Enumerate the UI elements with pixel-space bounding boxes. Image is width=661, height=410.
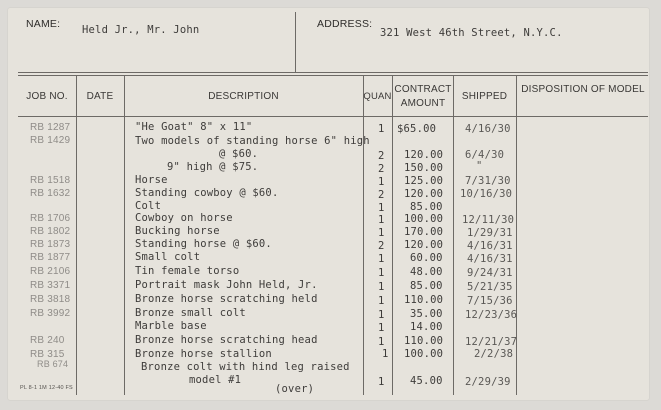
col-header-contract-amount: CONTRACT AMOUNT [394, 84, 452, 109]
shipped-cell: 7/15/36 [467, 295, 513, 307]
amount-cell: 45.00 [410, 375, 443, 387]
address-label: ADDRESS: [317, 18, 373, 30]
quantity-cell: 1 [378, 214, 385, 226]
name-value: Held Jr., Mr. John [82, 24, 200, 36]
amount-cell: 170.00 [404, 226, 444, 238]
quantity-cell: 1 [378, 322, 385, 334]
job-number: RB 240 [30, 335, 65, 346]
form-code: PL 8-1 1M 12-40 FS [20, 385, 73, 391]
job-number: RB 2106 [30, 266, 71, 277]
shipped-cell: 6/4/30 [465, 149, 505, 161]
shipped-cell: " [476, 160, 483, 172]
description-cell: Standing horse @ $60. [135, 238, 272, 250]
job-number: RB 3992 [30, 308, 71, 319]
shipped-cell: 7/31/30 [465, 175, 511, 187]
amount-cell: 125.00 [404, 175, 444, 187]
col-header-shipped: SHIPPED [461, 91, 508, 102]
description-cell: Two models of standing horse 6" high [135, 135, 370, 147]
amount-cell: 35.00 [410, 308, 443, 320]
col-divider-5 [453, 75, 454, 395]
job-number: RB 315 [30, 349, 65, 360]
description-cell: Colt [135, 200, 162, 212]
job-number: RB 1287 [30, 122, 71, 133]
address-value: 321 West 46th Street, N.Y.C. [380, 27, 563, 39]
job-number: RB 1429 [30, 135, 71, 146]
job-number: RB 1706 [30, 213, 71, 224]
job-number: RB 1632 [30, 188, 71, 199]
job-number: RB 1877 [30, 252, 71, 263]
quantity-cell: 1 [378, 267, 385, 279]
quantity-cell: 2 [378, 240, 385, 252]
col-divider-3 [363, 75, 364, 395]
amount-cell: 120.00 [404, 149, 444, 161]
job-number: RB 1873 [30, 239, 71, 250]
description-cell: Small colt [135, 251, 201, 263]
description-cell: Tin female torso [135, 265, 240, 277]
column-header-rule [18, 116, 648, 117]
job-number: RB 1802 [30, 226, 71, 237]
description-cell: "He Goat" 8" x 11" [135, 121, 253, 133]
quantity-cell: 1 [378, 253, 385, 265]
description-cell: 9" high @ $75. [167, 161, 259, 173]
description-cell: Horse [135, 174, 168, 186]
amount-cell: 48.00 [410, 266, 443, 278]
shipped-cell: 5/21/35 [467, 281, 513, 293]
quantity-cell: 2 [378, 150, 385, 162]
quantity-cell: 1 [378, 309, 385, 321]
col-header-date: DATE [86, 91, 114, 102]
name-label: NAME: [26, 18, 61, 30]
amount-cell: 100.00 [404, 213, 444, 225]
description-cell: model #1 [189, 374, 242, 386]
shipped-cell: 1/29/31 [467, 227, 513, 239]
amount-cell: 150.00 [404, 162, 444, 174]
job-number: RB 3818 [30, 294, 71, 305]
shipped-cell: 4/16/30 [465, 123, 511, 135]
quantity-cell: 1 [378, 176, 385, 188]
shipped-cell: 10/16/30 [460, 188, 513, 200]
header-rule-top [18, 72, 648, 73]
quantity-cell: 1 [378, 376, 385, 388]
col-header-job-no: JOB NO. [26, 91, 68, 102]
shipped-cell: 4/16/31 [467, 240, 513, 252]
amount-cell: 120.00 [404, 239, 444, 251]
col-divider-4 [392, 75, 393, 395]
shipped-cell: 2/29/39 [465, 376, 511, 388]
description-cell: Cowboy on horse [135, 212, 233, 224]
shipped-cell: 12/23/36 [465, 309, 518, 321]
col-divider-1 [76, 75, 77, 395]
quantity-cell: 1 [378, 123, 385, 135]
header-rule-bottom [18, 75, 648, 76]
description-cell: Portrait mask John Held, Jr. [135, 279, 318, 291]
job-number: RB 674 [37, 359, 69, 369]
job-number: RB 3371 [30, 280, 71, 291]
quantity-cell: 1 [378, 227, 385, 239]
amount-cell: 110.00 [404, 294, 444, 306]
description-cell: @ $60. [219, 148, 259, 160]
amount-cell: $65.00 [397, 123, 437, 135]
quantity-cell: 1 [378, 336, 385, 348]
shipped-cell: 9/24/31 [467, 267, 513, 279]
amount-cell: 60.00 [410, 252, 443, 264]
description-cell: Bronze horse scratching head [135, 334, 318, 346]
description-cell: Bucking horse [135, 225, 220, 237]
description-cell: Bronze small colt [135, 307, 246, 319]
header-divider [295, 12, 296, 72]
description-cell: Bronze horse scratching held [135, 293, 318, 305]
shipped-cell: 4/16/31 [467, 253, 513, 265]
quantity-cell: 1 [378, 202, 385, 214]
amount-cell: 85.00 [410, 201, 443, 213]
amount-cell: 110.00 [404, 335, 444, 347]
record-card [8, 8, 649, 400]
col-header-quan: QUAN [363, 91, 392, 102]
job-number: RB 1518 [30, 175, 71, 186]
description-cell: Bronze colt with hind leg raised [141, 361, 350, 373]
quantity-cell: 2 [378, 189, 385, 201]
quantity-cell: 1 [378, 281, 385, 293]
shipped-cell: 12/11/30 [462, 214, 515, 226]
amount-cell: 120.00 [404, 188, 444, 200]
col-divider-2 [124, 75, 125, 395]
shipped-cell: 12/21/37 [465, 336, 518, 348]
amount-cell: 14.00 [410, 321, 443, 333]
quantity-cell: 1 [382, 348, 389, 360]
description-cell: Standing cowboy @ $60. [135, 187, 279, 199]
shipped-cell: 2/2/38 [474, 348, 514, 360]
amount-cell: 85.00 [410, 280, 443, 292]
quantity-cell: 1 [378, 295, 385, 307]
col-header-description: DESCRIPTION [208, 91, 279, 102]
amount-cell: 100.00 [404, 348, 444, 360]
quantity-cell: 2 [378, 163, 385, 175]
description-cell: Marble base [135, 320, 207, 332]
col-header-disposition: DISPOSITION OF MODEL [521, 84, 645, 95]
over-note: (over) [275, 383, 315, 395]
description-cell: Bronze horse stallion [135, 348, 272, 360]
